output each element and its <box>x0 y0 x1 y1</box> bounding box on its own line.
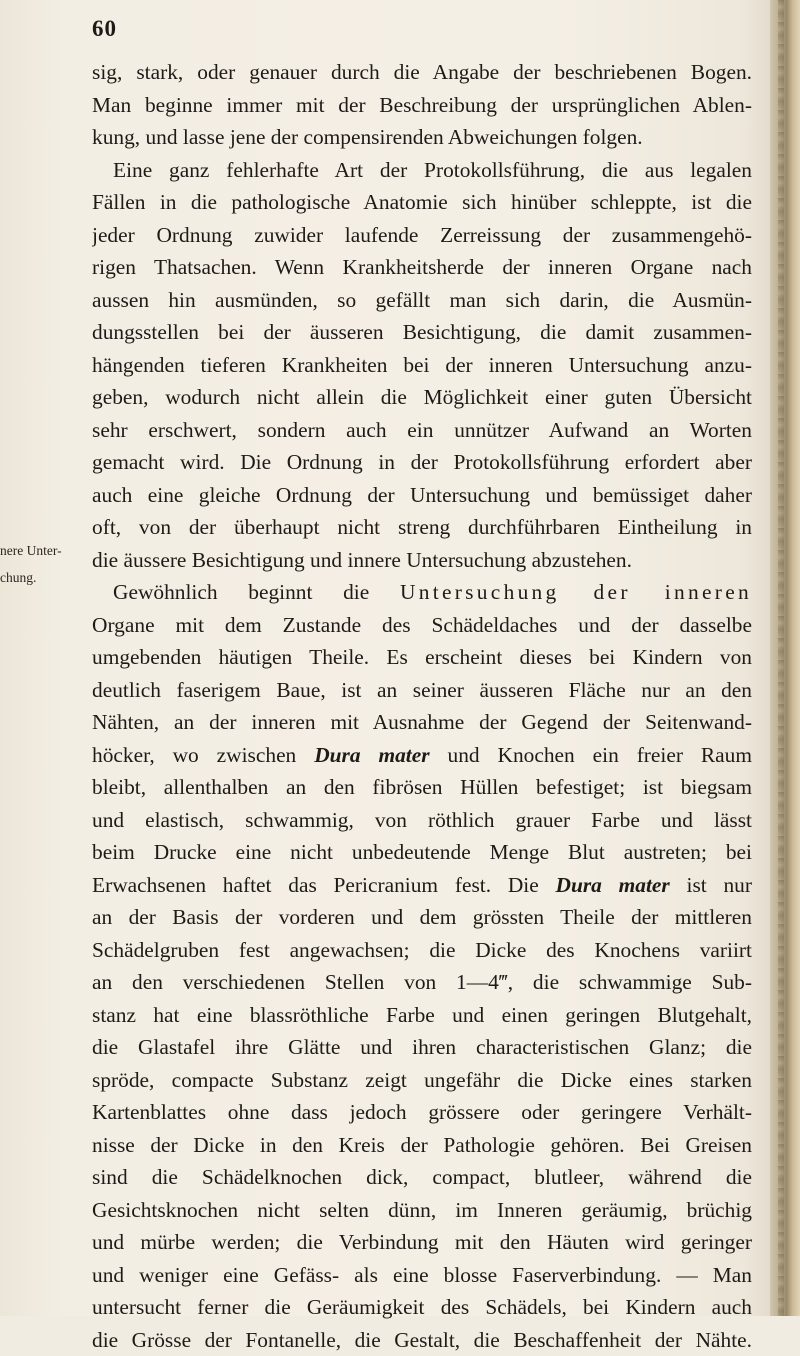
text-run: geben, wodurch nicht allein die Möglichkeit einer guten Übersicht <box>92 385 752 409</box>
text-line <box>92 739 752 772</box>
text-run: spröde, compacte Substanz zeigt ungefähr die Dicke eines starken <box>92 1068 752 1092</box>
text-run: beim Drucke eine nicht unbedeutende Menge Blut austreten; bei <box>92 840 752 864</box>
text-line <box>92 251 752 284</box>
text-line <box>92 381 752 414</box>
text-run: und mürbe werden; die Verbindung mit den Häuten wird geringer <box>92 1230 752 1254</box>
text-run: umgebenden häutigen Theile. Es erscheint dieses bei Kindern von <box>92 645 752 669</box>
text-line <box>92 1031 752 1064</box>
text-run: jeder Ordnung zuwider laufende Zerreissung der zusammengehö- <box>92 223 752 247</box>
text-run: Gewöhnlich beginnt die <box>113 580 400 604</box>
text-run: Gesichtsknochen nicht selten dünn, im Inneren geräumig, brüchig <box>92 1198 752 1222</box>
text-line <box>92 414 752 447</box>
text-run: bleibt, allenthalben an den fibrösen Hüllen befestiget; ist biegsam <box>92 775 752 799</box>
text-run: stanz hat eine blassröthliche Farbe und einen geringen Blutgehalt, <box>92 1003 752 1027</box>
text-run: die äussere Besichtigung und innere Untersuchung abzustehen. <box>92 548 632 572</box>
margin-note <box>0 537 84 591</box>
text-line <box>92 1226 752 1259</box>
text-run: sehr erschwert, sondern auch ein unnützer Aufwand an Worten <box>92 418 752 442</box>
text-line <box>92 1096 752 1129</box>
text-run: sig, stark, oder genauer durch die Angabe der beschriebenen Bogen. <box>92 60 752 84</box>
text-line <box>92 1291 752 1324</box>
text-run: Organe mit dem Zustande des Schädeldaches und der dasselbe <box>92 613 752 637</box>
text-line <box>92 1161 752 1194</box>
text-line <box>92 219 752 252</box>
text-run: Eine ganz fehlerhafte Art der Protokollsführung, die aus legalen <box>113 158 752 182</box>
text-run: die Glastafel ihre Glätte und ihren characteristischen Glanz; die <box>92 1035 752 1059</box>
text-run: Kartenblattes ohne dass jedoch grössere oder geringere Verhält- <box>92 1100 752 1124</box>
text-line <box>92 121 752 154</box>
text-line <box>92 966 752 999</box>
text-run: ist nur <box>670 873 752 897</box>
text-run: an der Basis der vorderen und dem grössten Theile der mittleren <box>92 905 752 929</box>
text-line <box>92 901 752 934</box>
text-line <box>92 674 752 707</box>
text-run: aussen hin ausmünden, so gefällt man sich darin, die Ausmün- <box>92 288 752 312</box>
text-line <box>92 316 752 349</box>
text-line <box>92 641 752 674</box>
text-run: Nähten, an der inneren mit Ausnahme der Gegend der Seitenwand- <box>92 710 752 734</box>
italic-term: Dura mater <box>314 743 429 767</box>
text-line <box>92 934 752 967</box>
text-run: und weniger eine Gefäss- als eine blosse Faserverbindung. — Man <box>92 1263 752 1287</box>
page-edge-shadow <box>770 0 800 1316</box>
text-line <box>92 576 752 609</box>
text-line <box>92 284 752 317</box>
text-line <box>92 186 752 219</box>
text-run: hängenden tieferen Krankheiten bei der inneren Untersuchung anzu- <box>92 353 752 377</box>
text-run: dungsstellen bei der äusseren Besichtigung, die damit zusammen- <box>92 320 752 344</box>
text-line <box>92 999 752 1032</box>
page-number: 60 <box>92 16 117 42</box>
text-run: höcker, wo zwischen <box>92 743 314 767</box>
text-run: oft, von der überhaupt nicht streng durchführbaren Eintheilung in <box>92 515 752 539</box>
text-line <box>92 1194 752 1227</box>
text-run: gemacht wird. Die Ordnung in der Protokollsführung erfordert aber <box>92 450 752 474</box>
text-line <box>92 1064 752 1097</box>
text-line <box>92 771 752 804</box>
margin-note-line: nere Unter- <box>0 537 84 564</box>
text-line <box>92 479 752 512</box>
text-run: nisse der Dicke in den Kreis der Pathologie gehören. Bei Greisen <box>92 1133 752 1157</box>
italic-term: Dura mater <box>556 873 670 897</box>
text-line <box>92 869 752 902</box>
text-run: und elastisch, schwammig, von röthlich grauer Farbe und lässt <box>92 808 752 832</box>
body-text <box>92 56 752 1356</box>
text-line <box>92 154 752 187</box>
text-line <box>92 511 752 544</box>
text-run: an den verschiedenen Stellen von 1—4‴, die schwammige Sub- <box>92 970 752 994</box>
text-line <box>92 89 752 122</box>
text-line <box>92 1324 752 1356</box>
text-line <box>92 609 752 642</box>
text-run: kung, und lasse jene der compensirenden Abweichungen folgen. <box>92 125 643 149</box>
text-run: die Grösse der Fontanelle, die Gestalt, die Beschaffenheit der Nähte. <box>92 1328 752 1352</box>
text-run: sind die Schädelknochen dick, compact, blutleer, während die <box>92 1165 752 1189</box>
text-run: Erwachsenen haftet das Pericranium fest. Die <box>92 873 556 897</box>
text-line <box>92 544 752 577</box>
text-line <box>92 56 752 89</box>
text-run: Man beginne immer mit der Beschreibung der ursprünglichen Ablen- <box>92 93 752 117</box>
text-line <box>92 1129 752 1162</box>
text-run: untersucht ferner die Geräumigkeit des Schädels, bei Kindern auch <box>92 1295 752 1319</box>
text-line <box>92 706 752 739</box>
text-line <box>92 804 752 837</box>
text-run: Fällen in die pathologische Anatomie sich hinüber schleppte, ist die <box>92 190 752 214</box>
text-run: auch eine gleiche Ordnung der Untersuchung und bemüssiget daher <box>92 483 752 507</box>
text-line <box>92 446 752 479</box>
text-line <box>92 836 752 869</box>
text-run: deutlich faserigem Baue, ist an seiner äusseren Fläche nur an den <box>92 678 752 702</box>
margin-note-line: chung. <box>0 564 84 591</box>
text-line <box>92 1259 752 1292</box>
text-run: und Knochen ein freier Raum <box>430 743 752 767</box>
text-run: Schädelgruben fest angewachsen; die Dicke des Knochens variirt <box>92 938 752 962</box>
spaced-emphasis: Untersuchung der inneren <box>400 580 752 604</box>
text-run: rigen Thatsachen. Wenn Krankheitsherde der inneren Organe nach <box>92 255 752 279</box>
text-line <box>92 349 752 382</box>
